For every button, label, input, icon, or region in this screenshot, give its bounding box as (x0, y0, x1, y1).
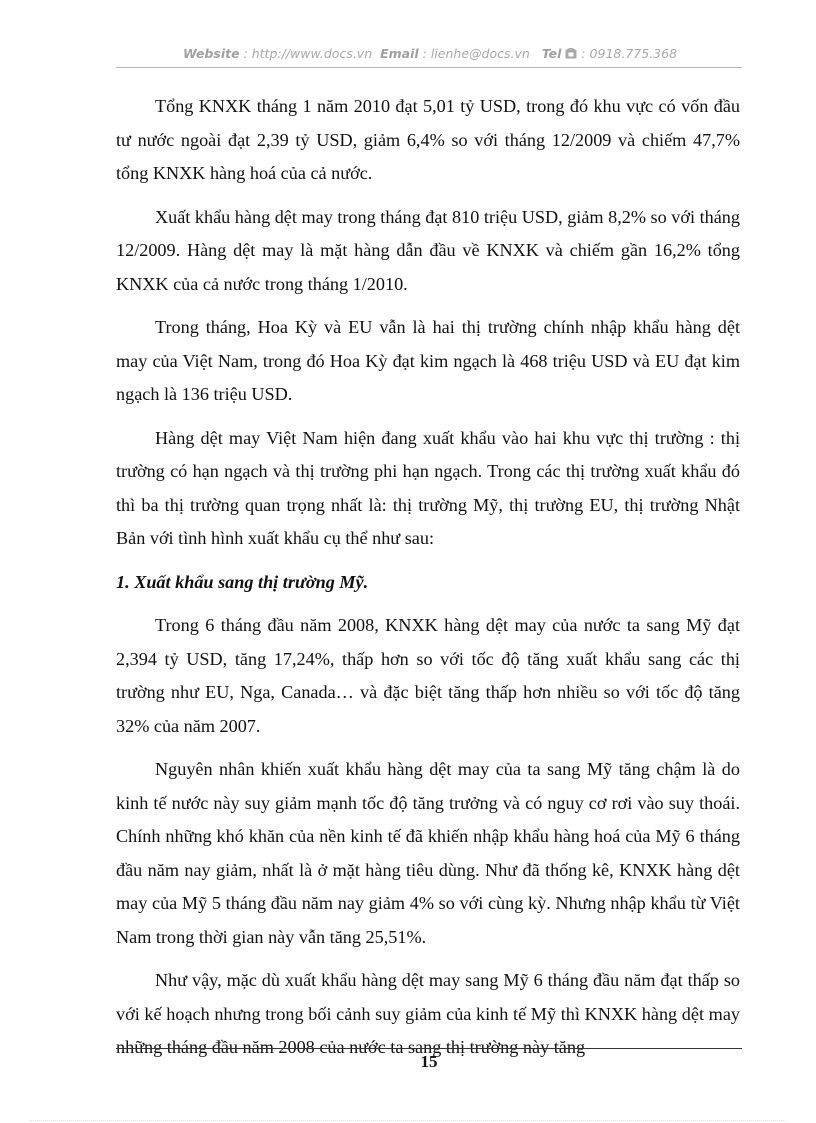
page-number: 15 (420, 1052, 438, 1071)
website-value[interactable]: : http://www.docs.vn (243, 46, 373, 61)
paragraph: Xuất khẩu hàng dệt may trong tháng đạt 810 triệu USD, giảm 8,2% so với tháng 12/2009. Hàng dệt may là mặt hàng dẫn đầu về KNXK và chiếm gần 16,2% tổng KNXK của cả nước trong tháng 1/2010. (116, 206, 740, 294)
tel-value: : 0918.775.368 (581, 46, 678, 61)
paragraph: Nguyên nhân khiến xuất khẩu hàng dệt may của ta sang Mỹ tăng chậm là do kinh tế nước này suy giảm mạnh tốc độ tăng trưởng và có nguy cơ rơi vào suy thoái. Chính những khó khăn của nền kinh tế đã khiến nhập khẩu hàng hoá của Mỹ 6 tháng đầu năm nay giảm, nhất là ở mặt hàng tiêu dùng. Như đã thống kê, KNXK hàng dệt may của Mỹ 5 tháng đầu năm nay giảm 4% so với cùng kỳ. Nhưng nhập khẩu từ Việt Nam trong thời gian này vẫn tăng 25,51%. (116, 759, 740, 947)
page-header (118, 46, 742, 61)
paragraph: Trong tháng, Hoa Kỳ và EU vẫn là hai thị trường chính nhập khẩu hàng dệt may của Việt Nam, trong đó Hoa Kỳ đạt kim ngạch là 468 triệu USD và EU đạt kim ngạch là 136 triệu USD. (116, 317, 740, 404)
paragraph: Hàng dệt may Việt Nam hiện đang xuất khẩu vào hai khu vực thị trường : thị trường có hạn ngạch và thị trường phi hạn ngạch. Trong các thị trường xuất khẩu đó thì ba thị trường quan trọng nhất là: thị trường Mỹ, thị trường EU, thị trường Nhật Bản với tình hình xuất khẩu cụ thể như sau: (116, 427, 740, 548)
page-bottom-border (30, 1120, 786, 1121)
email-label: Email (380, 46, 419, 61)
header-divider (116, 67, 742, 68)
tel-label: Tel (541, 46, 562, 61)
phone-icon (565, 46, 581, 61)
paragraph: Tổng KNXK tháng 1 năm 2010 đạt 5,01 tỷ USD, trong đó khu vực có vốn đầu tư nước ngoài đạt 2,39 tỷ USD, giảm 6,4% so với tháng 12/2009 và chiếm 47,7% tổng KNXK hàng hoá của cả nước. (116, 96, 740, 183)
footer-divider (116, 1048, 742, 1049)
section-heading: 1. Xuất khẩu sang thị trường Mỹ. (116, 571, 369, 592)
paragraph: Như vậy, mặc dù xuất khẩu hàng dệt may sang Mỹ 6 tháng đầu năm đạt thấp so với kế hoạch nhưng trong bối cảnh suy giảm của kinh tế Mỹ thì KNXK hàng dệt may những tháng đầu năm 2008 của nước ta sang thị trường này tăng (116, 970, 740, 1057)
paragraph: Trong 6 tháng đầu năm 2008, KNXK hàng dệt may của nước ta sang Mỹ đạt 2,394 tỷ USD, tăng 17,24%, thấp hơn so với tốc độ tăng xuất khẩu sang các thị trường như EU, Nga, Canada… và đặc biệt tăng thấp hơn nhiều so với tốc độ tăng 32% của năm 2007. (116, 615, 740, 736)
document-body (116, 90, 740, 1075)
email-value[interactable]: : lienhe@docs.vn (422, 46, 530, 61)
website-label: Website (182, 46, 240, 61)
